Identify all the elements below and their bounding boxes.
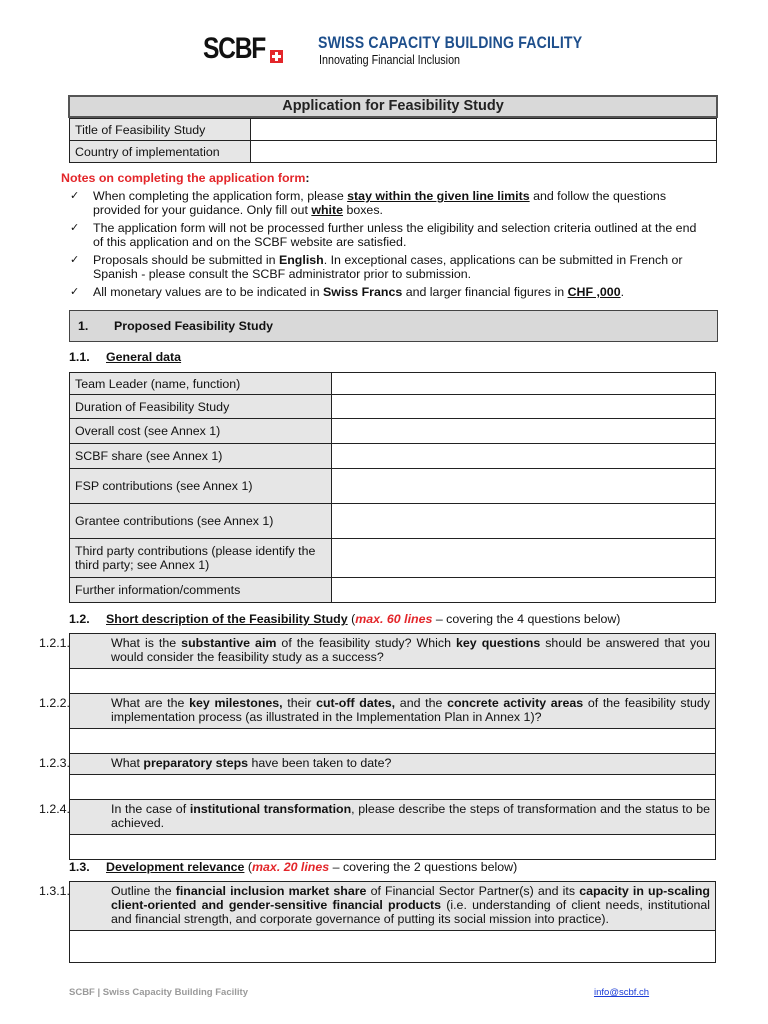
question-1-2-3: 1.2.3. What preparatory steps have been taken to date? <box>70 754 716 775</box>
answer-1-3-1-field[interactable] <box>70 931 716 963</box>
label-further-info: Further information/comments <box>70 578 332 603</box>
note-item: ✓ Proposals should be submitted in English. In exceptional cases, applications can be submitted in French or Spanish - please consult the SCBF administrator prior to submission. <box>70 253 683 281</box>
country-field[interactable] <box>251 141 717 163</box>
label-scbf-share: SCBF share (see Annex 1) <box>70 444 332 469</box>
question-1-2-1: 1.2.1. What is the substantive aim of the feasibility study? Which key questions should be answered that you would consider the feasibility study as a success? <box>70 634 716 669</box>
checkmark-icon: ✓ <box>70 254 80 266</box>
section-heading <box>69 310 718 342</box>
label-overall-cost: Overall cost (see Annex 1) <box>70 419 332 444</box>
grantee-contributions-field[interactable] <box>332 504 716 539</box>
further-info-field[interactable] <box>332 578 716 603</box>
checkmark-icon: ✓ <box>70 190 80 202</box>
note-item: ✓ When completing the application form, please stay within the given line limits and follow the questions provided for your guidance. Only fill out white boxes. <box>70 189 667 217</box>
header-table <box>69 118 717 163</box>
answer-1-2-3-field[interactable] <box>70 775 716 800</box>
label-third-party: Third party contributions (please identify the third party; see Annex 1) <box>70 539 332 578</box>
notes-list <box>69 189 709 303</box>
fsp-contributions-field[interactable] <box>332 469 716 504</box>
development-relevance-table <box>39 881 716 963</box>
general-data-table <box>69 372 716 603</box>
label-fsp-contributions: FSP contributions (see Annex 1) <box>70 469 332 504</box>
answer-1-2-2-field[interactable] <box>70 729 716 754</box>
label-duration: Duration of Feasibility Study <box>70 395 332 419</box>
section-number: 1. <box>78 319 89 333</box>
title-of-study-field[interactable] <box>251 119 717 141</box>
swiss-flag-icon <box>270 50 283 63</box>
third-party-field[interactable] <box>332 539 716 578</box>
label-title-of-study: Title of Feasibility Study <box>70 119 251 141</box>
footer-email-link[interactable]: info@scbf.ch <box>594 987 650 998</box>
subsection-general-data: 1.1. General data <box>69 350 182 364</box>
logo-abbr: SCBF <box>203 32 266 65</box>
team-leader-field[interactable] <box>332 373 716 395</box>
answer-1-2-4-field[interactable] <box>70 835 716 860</box>
question-1-2-4: 1.2.4. In the case of institutional transformation, please describe the steps of transformation and the status to be achieved. <box>70 800 716 835</box>
notes-heading: Notes on completing the application form: <box>61 171 310 185</box>
logo-name: SWISS CAPACITY BUILDING FACILITY <box>318 33 583 52</box>
label-grantee-contributions: Grantee contributions (see Annex 1) <box>70 504 332 539</box>
section-title: Proposed Feasibility Study <box>114 319 274 333</box>
subsection-development-relevance: 1.3. Development relevance (max. 20 lines – covering the 2 questions below) <box>69 860 518 874</box>
answer-1-2-1-field[interactable] <box>70 669 716 694</box>
checkmark-icon: ✓ <box>70 286 80 298</box>
label-team-leader: Team Leader (name, function) <box>70 373 332 395</box>
checkmark-icon: ✓ <box>70 222 80 234</box>
footer-organization: SCBF | Swiss Capacity Building Facility <box>69 987 248 998</box>
logo-tagline: Innovating Financial Inclusion <box>319 53 461 67</box>
form-title: Application for Feasibility Study <box>68 95 718 118</box>
note-item: ✓ The application form will not be processed further unless the eligibility and selection criteria outlined at the end of this application and on the SCBF website are satisfied. <box>70 221 697 249</box>
duration-field[interactable] <box>332 395 716 419</box>
question-1-2-2: 1.2.2. What are the key milestones, their cut-off dates, and the concrete activity areas of the feasibility study implementation process (as illustrated in the Implementation Plan in Annex 1)? <box>70 694 716 729</box>
question-1-3-1: 1.3.1. Outline the financial inclusion market share of Financial Sector Partner(s) and its capacity in up-scaling client-oriented and gender-sensitive financial products (i.e. understanding of client needs, institutional and financial strength, and corporate governance of putting its social mission into practice). <box>70 882 716 931</box>
label-country: Country of implementation <box>70 141 251 163</box>
overall-cost-field[interactable] <box>332 419 716 444</box>
scbf-share-field[interactable] <box>332 444 716 469</box>
short-description-table <box>39 633 716 860</box>
note-item: ✓ All monetary values are to be indicated in Swiss Francs and larger financial figures in CHF ,000. <box>70 285 625 299</box>
subsection-short-description: 1.2. Short description of the Feasibility Study (max. 60 lines – covering the 4 questions below) <box>69 612 621 626</box>
